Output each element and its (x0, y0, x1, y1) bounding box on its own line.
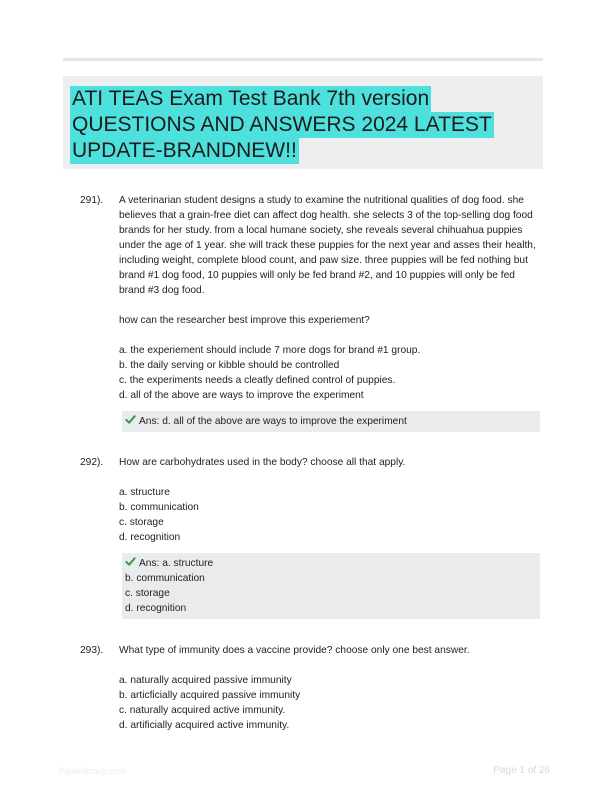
option-c: c. storage (119, 517, 164, 528)
page-indicator: Page 1 of 26 (493, 765, 550, 776)
question-body (119, 643, 539, 733)
question-body (119, 455, 539, 619)
option-b: b. communication (119, 502, 199, 513)
option-d: d. artificially acquired active immunity. (119, 720, 290, 731)
answer-line (125, 556, 537, 571)
question-prompt: how can the researcher best improve this experiement? (119, 315, 370, 326)
top-divider (63, 58, 543, 61)
answer-line: d. recognition (125, 603, 187, 614)
question-number: 292). (80, 457, 104, 468)
option-b: b. articficially acquired passive immunity (119, 690, 301, 701)
document-title (70, 86, 540, 164)
answer-line: c. storage (125, 588, 170, 599)
watermark-text: Paperlibrary.com (58, 766, 126, 776)
option-c: c. the experiments needs a cleatly defined control of puppies. (119, 375, 396, 386)
answer-box (122, 411, 540, 432)
option-c: c. naturally acquired active immunity. (119, 705, 286, 716)
question-body (119, 193, 539, 432)
option-d: d. all of the above are ways to improve the experiment (119, 390, 364, 401)
check-icon (125, 556, 136, 567)
option-a: a. the experiement should include 7 more dogs for brand #1 group. (119, 345, 421, 356)
answer-line (125, 414, 537, 429)
answer-text: Ans: a. structure (139, 558, 214, 569)
answer-box (122, 553, 540, 619)
answer-line: b. communication (125, 573, 205, 584)
option-b: b. the daily serving or kibble should be controlled (119, 360, 340, 371)
question-stem: What type of immunity does a vaccine provide? choose only one best answer. (119, 645, 470, 656)
answer-text: Ans: d. all of the above are ways to improve the experiment (139, 416, 407, 427)
question-number: 293). (80, 645, 104, 656)
question-stem: A veterinarian student designs a study to examine the nutritional qualities of dog food. she believes that a grain-free diet can affect dog health. she selects 3 of the top-selling dog food brands for her study. from a local humane society, she reveals several chihuahua puppies under the age of 1 year. she will track these puppies for the next year and asses their health, including weight, complete blood count, and paw size. three puppies will be fed nothing but brand #1 dog food, 10 puppies will only be fed brand #2, and 10 puppies will only be fed brand #3 dog food. (119, 195, 536, 296)
question-number: 291). (80, 195, 104, 206)
option-a: a. naturally acquired passive immunity (119, 675, 292, 686)
question-stem: How are carbohydrates used in the body? choose all that apply. (119, 457, 406, 468)
option-d: d. recognition (119, 532, 181, 543)
check-icon (125, 414, 136, 425)
title-line: UPDATE-BRANDNEW!! (72, 139, 297, 162)
option-a: a. structure (119, 487, 170, 498)
title-line: QUESTIONS AND ANSWERS 2024 LATEST (72, 113, 492, 136)
title-line: ATI TEAS Exam Test Bank 7th version (72, 87, 430, 110)
